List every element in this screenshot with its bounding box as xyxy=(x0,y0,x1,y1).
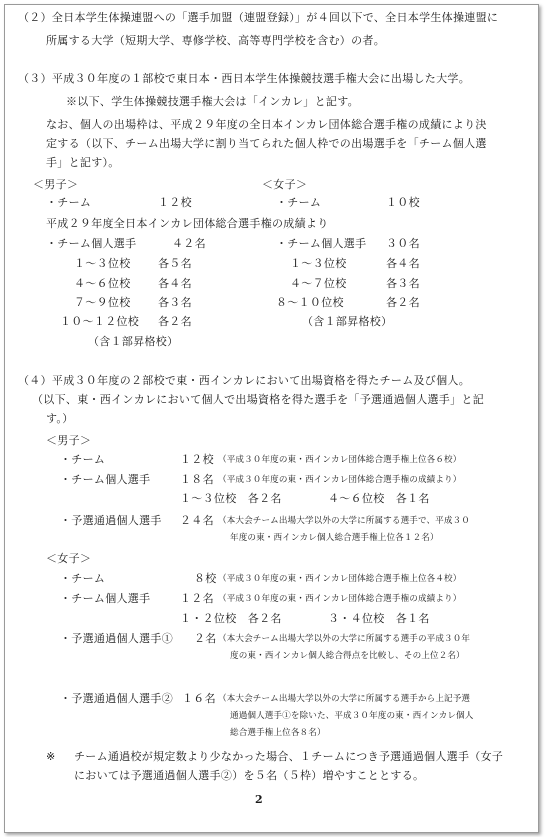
s4-male-qualifier-value: ２４名 xyxy=(180,514,214,527)
s4-female-qualifier-1-note: （本大会チーム出場大学以外の大学に所属する選手の平成３０年 xyxy=(218,634,471,644)
s4-female-qualifier-1-note: 度の東・西インカレ個人総合得点を比較し、その上位２名） xyxy=(230,651,465,661)
male-header: ＜男子＞ xyxy=(33,178,79,191)
footnote-mark: ※ xyxy=(46,750,56,763)
s4-male-rank-1: １～３位校 各２名 xyxy=(180,492,282,505)
section-3-heading: （３）平成３０年度の１部校で東日本・西日本学生体操競技選手権大会に出場した大学。 xyxy=(18,72,470,85)
male-promotion-note: （含１部昇格校） xyxy=(88,335,179,348)
s4-female-team-label: ・チーム xyxy=(60,572,106,585)
male-rank-row: １～３位校 xyxy=(74,257,131,270)
female-team-value: １０校 xyxy=(386,196,420,209)
male-rank-count: 各３名 xyxy=(158,296,192,309)
s4-female-team-note: （平成３０年度の東・西インカレ団体総合選手権上位各４校） xyxy=(218,574,462,584)
footnote-line-1: チーム通過校が規定数より少なかった場合、１チームにつき予選通過個人選手（女子 xyxy=(74,750,504,763)
s4-female-qualifier-2-note: （本大会チーム出場大学以外の大学に所属する選手から上記予選 xyxy=(218,694,471,704)
section-2-line-1: （２）全日本学生体操連盟への「選手加盟（連盟登録）」が４回以下で、全日本学生体操連盟に xyxy=(18,11,499,24)
male-individual-label: ・チーム個人選手 xyxy=(46,237,137,250)
s4-male-qualifier-note: （本大会チーム出場大学以外の大学に所属する選手で、平成３０ xyxy=(218,516,470,526)
male-rank-count: 各５名 xyxy=(158,257,192,270)
ranking-basis: 平成２９年度全日本インカレ団体総合選手権の成績より xyxy=(46,217,329,230)
male-rank-row: ４～６位校 xyxy=(74,277,131,290)
male-rank-count: 各４名 xyxy=(158,277,192,290)
s4-female-team-value: ８校 xyxy=(194,572,217,585)
s4-female-individual-value: １２名 xyxy=(180,592,214,605)
s4-female-individual-note: （平成３０年度の東・西インカレ団体総合選手権の成績より） xyxy=(218,594,462,604)
female-header: ＜女子＞ xyxy=(262,178,308,191)
male-rank-count: 各２名 xyxy=(158,315,192,328)
female-rank-row: ４～７位校 xyxy=(290,277,347,290)
page-number: 2 xyxy=(255,793,263,806)
s4-male-individual-note: （平成３０年度の東・西インカレ団体総合選手権の成績より） xyxy=(218,475,462,485)
section-2-line-2: 所属する大学（短期大学、専修学校、高等専門学校を含む）の者。 xyxy=(46,34,385,47)
section-3-note: ※以下、学生体操競技選手権大会は「インカレ」と記す。 xyxy=(66,95,359,108)
s4-female-rank-2: ３・４位校 各１名 xyxy=(328,612,430,625)
footnote-line-2: においては予選通過個人選手②）を５名（５枠）増やすこととする。 xyxy=(74,769,425,782)
s4-female-qualifier-1-value: ２名 xyxy=(194,632,217,645)
female-rank-count: 各２名 xyxy=(386,296,420,309)
male-individual-value: ４２名 xyxy=(172,237,206,250)
s4-male-header: ＜男子＞ xyxy=(46,434,92,447)
section-4-paragraph-line-1: （以下、東・西インカレにおいて個人で出場資格を得た選手を「予選通過個人選手」と記 xyxy=(32,393,484,406)
s4-female-qualifier-2-value: １６名 xyxy=(182,692,216,705)
female-rank-count: 各３名 xyxy=(386,277,420,290)
female-individual-value: ３０名 xyxy=(386,237,420,250)
section-3-paragraph-line-1: なお、個人の出場枠は、平成２９年度の全日本インカレ団体総合選手権の成績により決 xyxy=(46,118,487,131)
male-rank-row: １０～１２位校 xyxy=(60,315,140,328)
s4-male-qualifier-label: ・予選通過個人選手 xyxy=(60,514,162,527)
s4-female-rank-1: １・２位校 各２名 xyxy=(180,612,282,625)
female-individual-label: ・チーム個人選手 xyxy=(276,237,367,250)
s4-male-qualifier-note: 年度の東・西インカレ個人総合選手権上位各１２名） xyxy=(230,533,439,543)
section-3-paragraph-line-3: 手」と記す）。 xyxy=(46,156,120,169)
male-rank-row: ７～９位校 xyxy=(74,296,131,309)
s4-female-qualifier-1-label: ・予選通過個人選手① xyxy=(60,632,173,645)
female-rank-row: １～３位校 xyxy=(290,257,347,270)
female-team-label: ・チーム xyxy=(276,196,322,209)
s4-female-header: ＜女子＞ xyxy=(46,552,92,565)
s4-male-individual-value: １８名 xyxy=(180,473,214,486)
s4-female-individual-label: ・チーム個人選手 xyxy=(60,592,151,605)
s4-male-individual-label: ・チーム個人選手 xyxy=(60,473,151,486)
section-4-heading: （４）平成３０年度の２部校で東・西インカレにおいて出場資格を得たチーム及び個人。 xyxy=(18,374,470,387)
female-rank-count: 各４名 xyxy=(386,257,420,270)
female-rank-row: ８～１０位校 xyxy=(276,296,344,309)
s4-female-qualifier-2-note: 通過個人選手①を除いた、平成３０年度の東・西インカレ個人 xyxy=(230,711,474,721)
s4-male-team-note: （平成３０年度の東・西インカレ団体総合選手権上位各６校） xyxy=(218,455,462,465)
male-team-label: ・チーム xyxy=(46,196,92,209)
s4-male-team-label: ・チーム xyxy=(60,453,106,466)
female-promotion-note: （含１部昇格校） xyxy=(302,315,393,328)
section-4-paragraph-line-2: す。） xyxy=(46,412,74,425)
s4-male-team-value: １２校 xyxy=(180,453,214,466)
s4-male-rank-2: ４～６位校 各１名 xyxy=(328,492,430,505)
s4-female-qualifier-2-label: ・予選通過個人選手② xyxy=(60,692,173,705)
section-3-paragraph-line-2: 定する（以下、チーム出場大学に割り当てられた個人枠での出場選手を「チーム個人選 xyxy=(46,137,487,150)
male-team-value: １２校 xyxy=(158,196,192,209)
s4-female-qualifier-2-note: 総合選手権上位各８名） xyxy=(230,728,326,738)
